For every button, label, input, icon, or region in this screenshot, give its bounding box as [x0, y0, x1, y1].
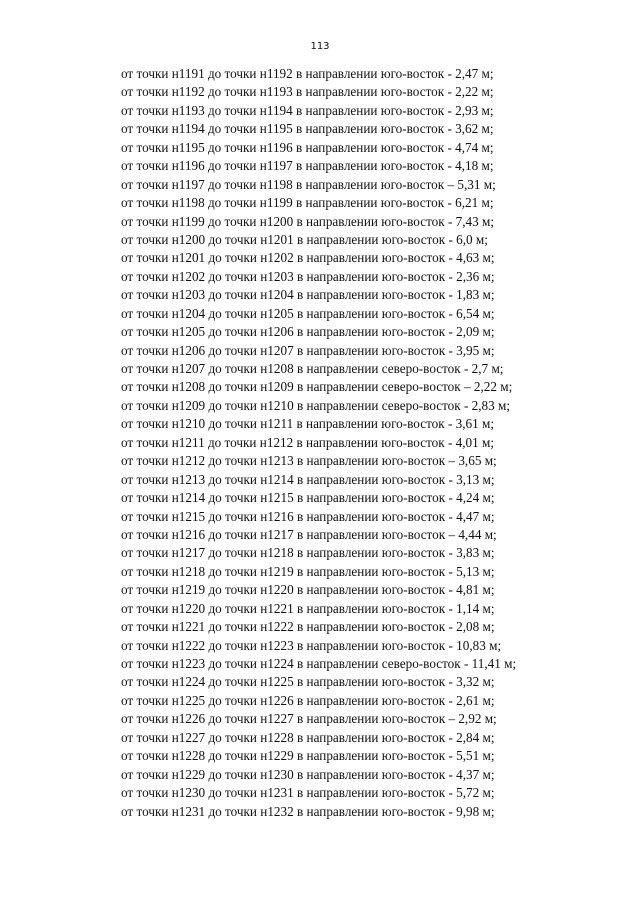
boundary-line: от точки н1202 до точки н1203 в направлении юго-восток - 2,36 м;: [121, 268, 495, 284]
boundary-line: от точки н1197 до точки н1198 в направлении юго-восток – 5,31 м;: [121, 176, 496, 192]
boundary-line: от точки н1229 до точки н1230 в направлении юго-восток - 4,37 м;: [121, 766, 495, 782]
boundary-line: от точки н1227 до точки н1228 в направлении юго-восток - 2,84 м;: [121, 729, 495, 745]
boundary-line: от точки н1215 до точки н1216 в направлении юго-восток - 4,47 м;: [121, 508, 495, 524]
boundary-line: от точки н1219 до точки н1220 в направлении юго-восток - 4,81 м;: [121, 582, 495, 598]
boundary-line: от точки н1218 до точки н1219 в направлении юго-восток - 5,13 м;: [121, 563, 495, 579]
boundary-line: от точки н1205 до точки н1206 в направлении юго-восток - 2,09 м;: [121, 324, 495, 340]
boundary-line: от точки н1194 до точки н1195 в направлении юго-восток - 3,62 м;: [121, 121, 494, 137]
boundary-line: от точки н1208 до точки н1209 в направлении северо-восток – 2,22 м;: [121, 379, 513, 395]
boundary-line: от точки н1230 до точки н1231 в направлении юго-восток - 5,72 м;: [121, 785, 495, 801]
boundary-line: от точки н1204 до точки н1205 в направлении юго-восток - 6,54 м;: [121, 305, 495, 321]
boundary-line: от точки н1209 до точки н1210 в направлении северо-восток - 2,83 м;: [121, 397, 511, 413]
boundary-line: от точки н1192 до точки н1193 в направлении юго-восток - 2,22 м;: [121, 84, 494, 100]
boundary-line: от точки н1222 до точки н1223 в направлении юго-восток - 10,83 м;: [121, 637, 502, 653]
boundary-line: от точки н1216 до точки н1217 в направлении юго-восток – 4,44 м;: [121, 526, 497, 542]
boundary-line: от точки н1201 до точки н1202 в направлении юго-восток - 4,63 м;: [121, 250, 495, 266]
boundary-line: от точки н1214 до точки н1215 в направлении юго-восток - 4,24 м;: [121, 490, 495, 506]
boundary-line: от точки н1228 до точки н1229 в направлении юго-восток - 5,51 м;: [121, 748, 495, 764]
boundary-line: от точки н1211 до точки н1212 в направлении юго-восток - 4,01 м;: [121, 434, 495, 450]
boundary-line: от точки н1225 до точки н1226 в направлении юго-восток - 2,61 м;: [121, 692, 495, 708]
boundary-line: от точки н1206 до точки н1207 в направлении юго-восток - 3,95 м;: [121, 342, 495, 358]
boundary-line: от точки н1210 до точки н1211 в направлении юго-восток - 3,61 м;: [121, 416, 495, 432]
boundary-lines-list: [121, 65, 516, 821]
boundary-line: от точки н1191 до точки н1192 в направлении юго-восток - 2,47 м;: [121, 66, 494, 81]
boundary-line: от точки н1231 до точки н1232 в направлении юго-восток - 9,98 м;: [121, 803, 495, 819]
boundary-line: от точки н1212 до точки н1213 в направлении юго-восток – 3,65 м;: [121, 453, 497, 469]
boundary-line: от точки н1200 до точки н1201 в направлении юго-восток - 6,0 м;: [121, 231, 488, 247]
boundary-line: от точки н1207 до точки н1208 в направлении северо-восток - 2,7 м;: [121, 361, 504, 376]
page-number: 113: [310, 41, 330, 52]
boundary-line: от точки н1199 до точки н1200 в направлении юго-восток - 7,43 м;: [121, 213, 495, 229]
boundary-line: от точки н1213 до точки н1214 в направлении юго-восток - 3,13 м;: [121, 471, 495, 487]
boundary-line: от точки н1220 до точки н1221 в направлении юго-восток - 1,14 м;: [121, 600, 495, 616]
boundary-line: от точки н1198 до точки н1199 в направлении юго-восток - 6,21 м;: [121, 195, 494, 211]
boundary-line: от точки н1224 до точки н1225 в направлении юго-восток - 3,32 м;: [121, 674, 495, 690]
boundary-line: от точки н1195 до точки н1196 в направлении юго-восток - 4,74 м;: [121, 139, 494, 155]
boundary-line: от точки н1217 до точки н1218 в направлении юго-восток - 3,83 м;: [121, 545, 495, 561]
boundary-line: от точки н1196 до точки н1197 в направлении юго-восток - 4,18 м;: [121, 158, 494, 174]
boundary-line: от точки н1223 до точки н1224 в направлении северо-восток - 11,41 м;: [121, 656, 517, 671]
boundary-line: от точки н1221 до точки н1222 в направлении юго-восток - 2,08 м;: [121, 619, 495, 635]
boundary-line: от точки н1226 до точки н1227 в направлении юго-восток – 2,92 м;: [121, 711, 497, 727]
boundary-line: от точки н1193 до точки н1194 в направлении юго-восток - 2,93 м;: [121, 102, 494, 118]
boundary-line: от точки н1203 до точки н1204 в направлении юго-восток - 1,83 м;: [121, 287, 495, 303]
